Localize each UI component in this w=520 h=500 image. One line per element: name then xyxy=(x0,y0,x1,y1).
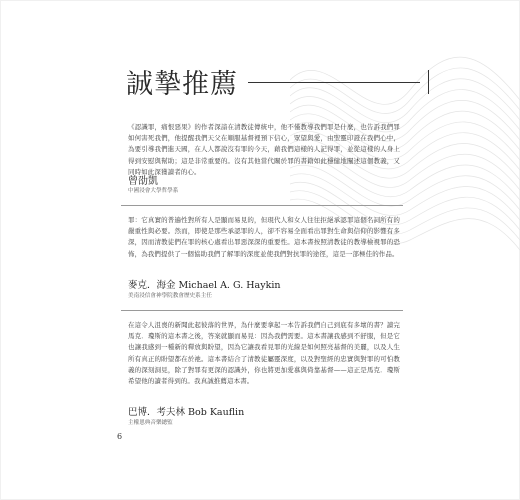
recommendation-2-affiliation: 美南浸信會神學院教會歷史系主任 xyxy=(128,293,212,299)
recommendation-3-affiliation: 主權恩典音樂總監 xyxy=(128,420,173,426)
heading-bar xyxy=(428,70,429,94)
recommendation-2-author: 麥克．海金 Michael A. G. Haykin xyxy=(128,280,281,291)
recommendation-1-text: 《認識罪，痛恨惡果》的作者深諳在清教徒傳統中，他不僅教導我們罪是什麼，也告訴我們罪如何害死我們，他提醒我們天父在順服基督裡預下信心，眾望與愛，由聖靈印證在我們心中，為要引導我們進天國，在人人都說沒有罪的今天，藉我們這樣的人記得罪，並從這樣的人身上得到安慰與幫助；這是非常重要的。沒有其他當代關於罪的書籍如此穩健地闡述這個教義，又同時如此深獲讀者的心。 xyxy=(128,123,400,176)
separator-2 xyxy=(121,310,403,311)
separator-1 xyxy=(121,205,403,206)
page-number: 6 xyxy=(117,432,123,441)
section-heading xyxy=(126,62,429,101)
recommendation-1-author: 曾劭凱 xyxy=(128,176,158,187)
recommendation-3-author: 巴博．考夫林 Bob Kauflin xyxy=(128,407,245,418)
recommendation-3-text: 在這令人沮喪的新聞此起彼落的世界，為什麼要拿起一本告訴我們自己到底有多壞的書？讀完馬克．瓊斯的這本書之後，答案就顯而易見：因為我們需要。這本書讓我感到不舒服，但是它也讓我感到一種新的釋放與盼望，因為它讓我看見罪的光線是如何照亮基督的美麗，以及人生所有真正的盼望都在於祂。這本書結合了清教徒屬靈深度，以及對聖經的忠實與對罪的可怕教義的深刻洞見，除了對罪有更深的認識外，你也將更加愛慕與倚靠基督——這正是馬克．瓊斯希望他的讀者得到的。我真誠推薦這本書。 xyxy=(128,321,400,386)
heading-rule xyxy=(248,82,420,83)
recommendation-1-affiliation: 中國浸會大學哲學系 xyxy=(128,188,179,194)
heading-title: 誠摯推薦 xyxy=(126,69,238,100)
recommendation-2-text: 罪：它真實的普遍性對所有人是顯而易見的，但現代人和女人往往拒絕承認罪這個名詞所有的嚴重性與必要。然而，即使是那些承認罪的人，卻不容易全面看出罪對生命與信仰的影響有多深，因而清教徒們在罪的核心處看出罪惡深深的重要性。這本書按照清教徒的教導檢視罪的恐怖，為我們提供了一個協助我們了解罪的深度並使我們對抗罪的途徑，這是一部極佳的作品。 xyxy=(128,216,400,258)
